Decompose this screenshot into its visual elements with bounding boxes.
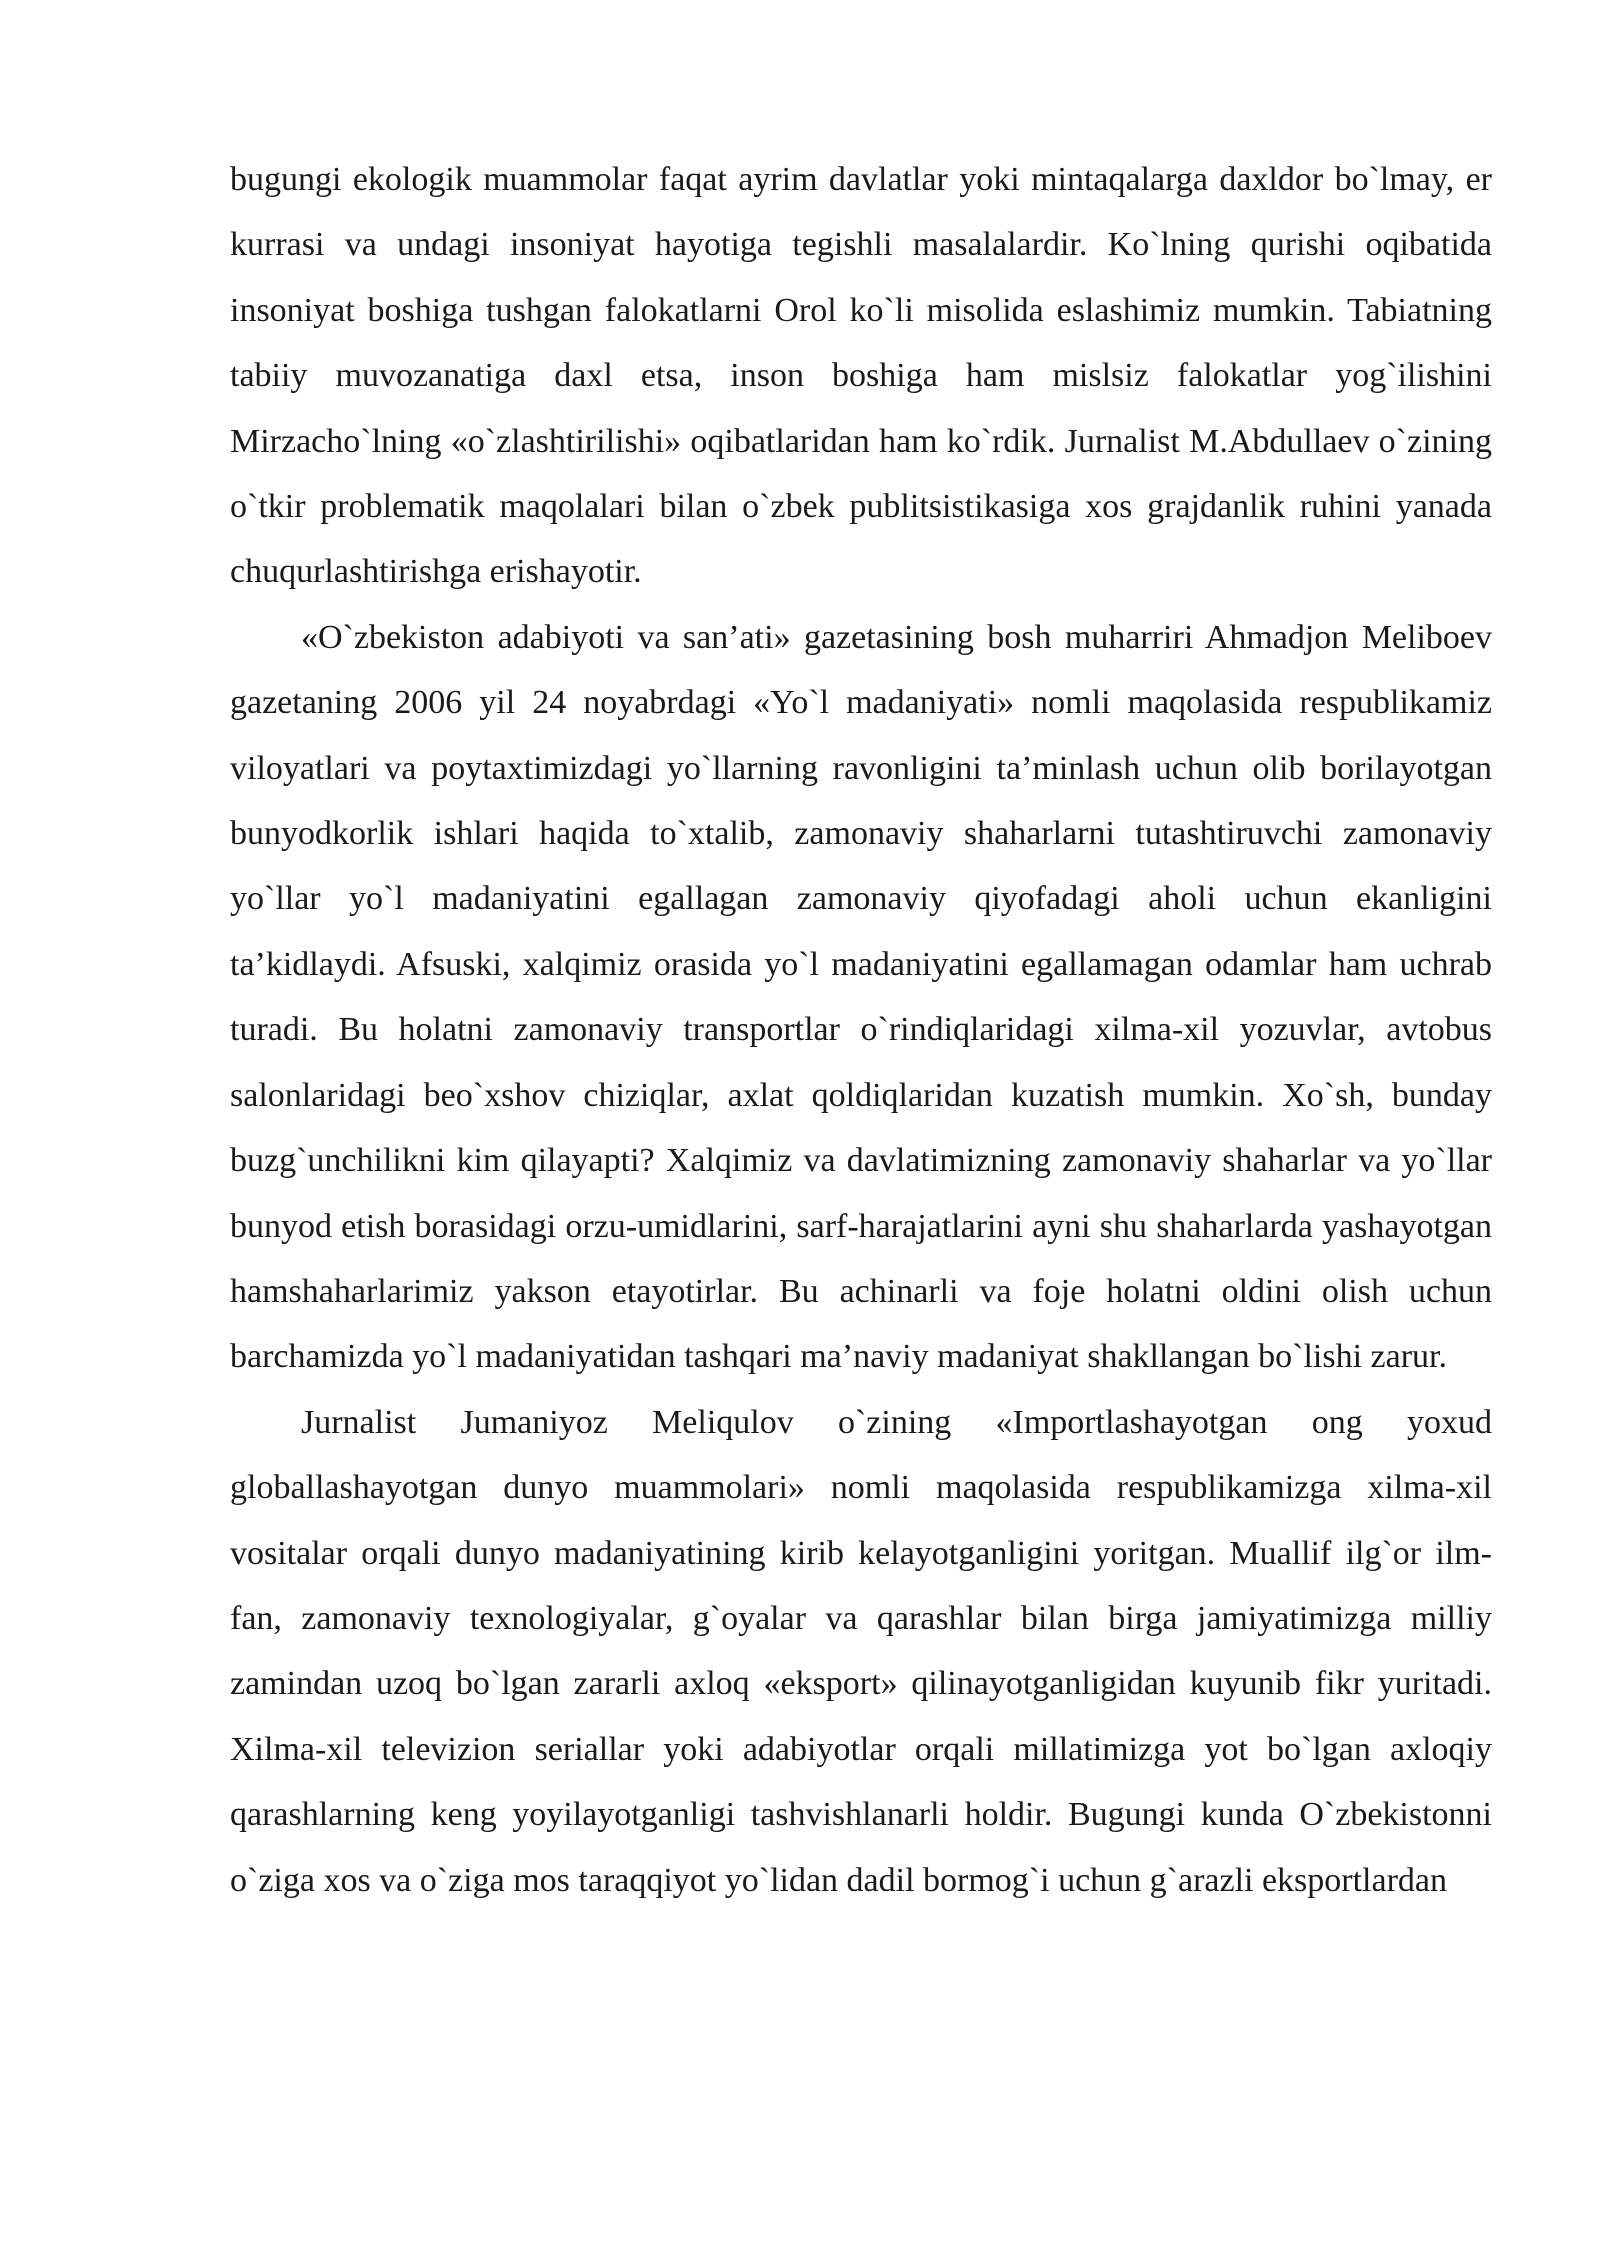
paragraph-road-culture: «O`zbekiston adabiyoti va san’ati» gazetasining bosh muharriri Ahmadjon Meliboev gazetaning 2006 yil 24 noyabrdagi «Yo`l madaniyati» nomli maqolasida respublikamiz viloyatlari va poytaxtimizdagi yo`llarning ravonligini ta’minlash uchun olib borilayotgan bunyodkorlik ishlari haqida to`xtalib, zamonaviy shaharlarni tutashtiruvchi zamonaviy yo`llar yo`l madaniyatini egallagan zamonaviy qiyofadagi aholi uchun ekanligini ta’kidlaydi. Afsuski, xalqimiz orasida yo`l madaniyatini egallamagan odamlar ham uchrab turadi. Bu holatni zamonaviy transportlar o`rindiqlaridagi xilma-xil yozuvlar, avtobus salonlaridagi beo`xshov chiziqlar, axlat qoldiqlaridan kuzatish mumkin. Xo`sh, bunday buzg`unchilikni kim qilayapti? Xalqimiz va davlatimizning zamonaviy shaharlar va yo`llar bunyod etish borasidagi orzu-umidlarini, sarf-harajatlarini ayni shu shaharlarda yashayotgan hamshaharlarimiz yakson etayotirlar. Bu achinarli va foje holatni oldini olish uchun barchamizda yo`l madaniyatidan tashqari ma’naviy madaniyat shakllangan bo`lishi zarur. (230, 618, 1492, 1376)
document-page (230, 147, 1492, 1913)
paragraph-ecology: bugungi ekologik muammolar faqat ayrim davlatlar yoki mintaqalarga daxldor bo`lmay, er kurrasi va undagi insoniyat hayotiga tegishli masalalardir. Ko`lning qurishi oqibatida insoniyat boshiga tushgan falokatlarni Orol ko`li misolida eslashimiz mumkin. Tabiatning tabiiy muvozanatiga daxl etsa, inson boshiga ham mislsiz falokatlar yog`ilishini Mirzacho`lning «o`zlashtirilishi» oqibatlaridan ham ko`rdik. Jurnalist M.Abdullaev o`zining o`tkir problematik maqolalari bilan o`zbek publitsistikasiga xos grajdanlik ruhini yanada chuqurlashtirishga erishayotir. (230, 161, 1492, 591)
paragraph-imported-consciousness: Jurnalist Jumaniyoz Meliqulov o`zining «Importlashayotgan ong yoxud globallashayotgan dunyo muammolari» nomli maqolasida respublikamizga xilma-xil vositalar orqali dunyo madaniyatining kirib kelayotganligini yoritgan. Muallif ilg`or ilm-fan, zamonaviy texnologiyalar, g`oyalar va qarashlar bilan birga jamiyatimizga milliy zamindan uzoq bo`lgan zararli axloq «eksport» qilinayotganligidan kuyunib fikr yuritadi. Xilma-xil televizion seriallar yoki adabiyotlar orqali millatimizga yot bo`lgan axloqiy qarashlarning keng yoyilayotganligi tashvishlanarli holdir. Bugungi kunda O`zbekistonni o`ziga xos va o`ziga mos taraqqiyot yo`lidan dadil bormog`i uchun g`arazli eksportlardan (230, 1403, 1492, 1899)
